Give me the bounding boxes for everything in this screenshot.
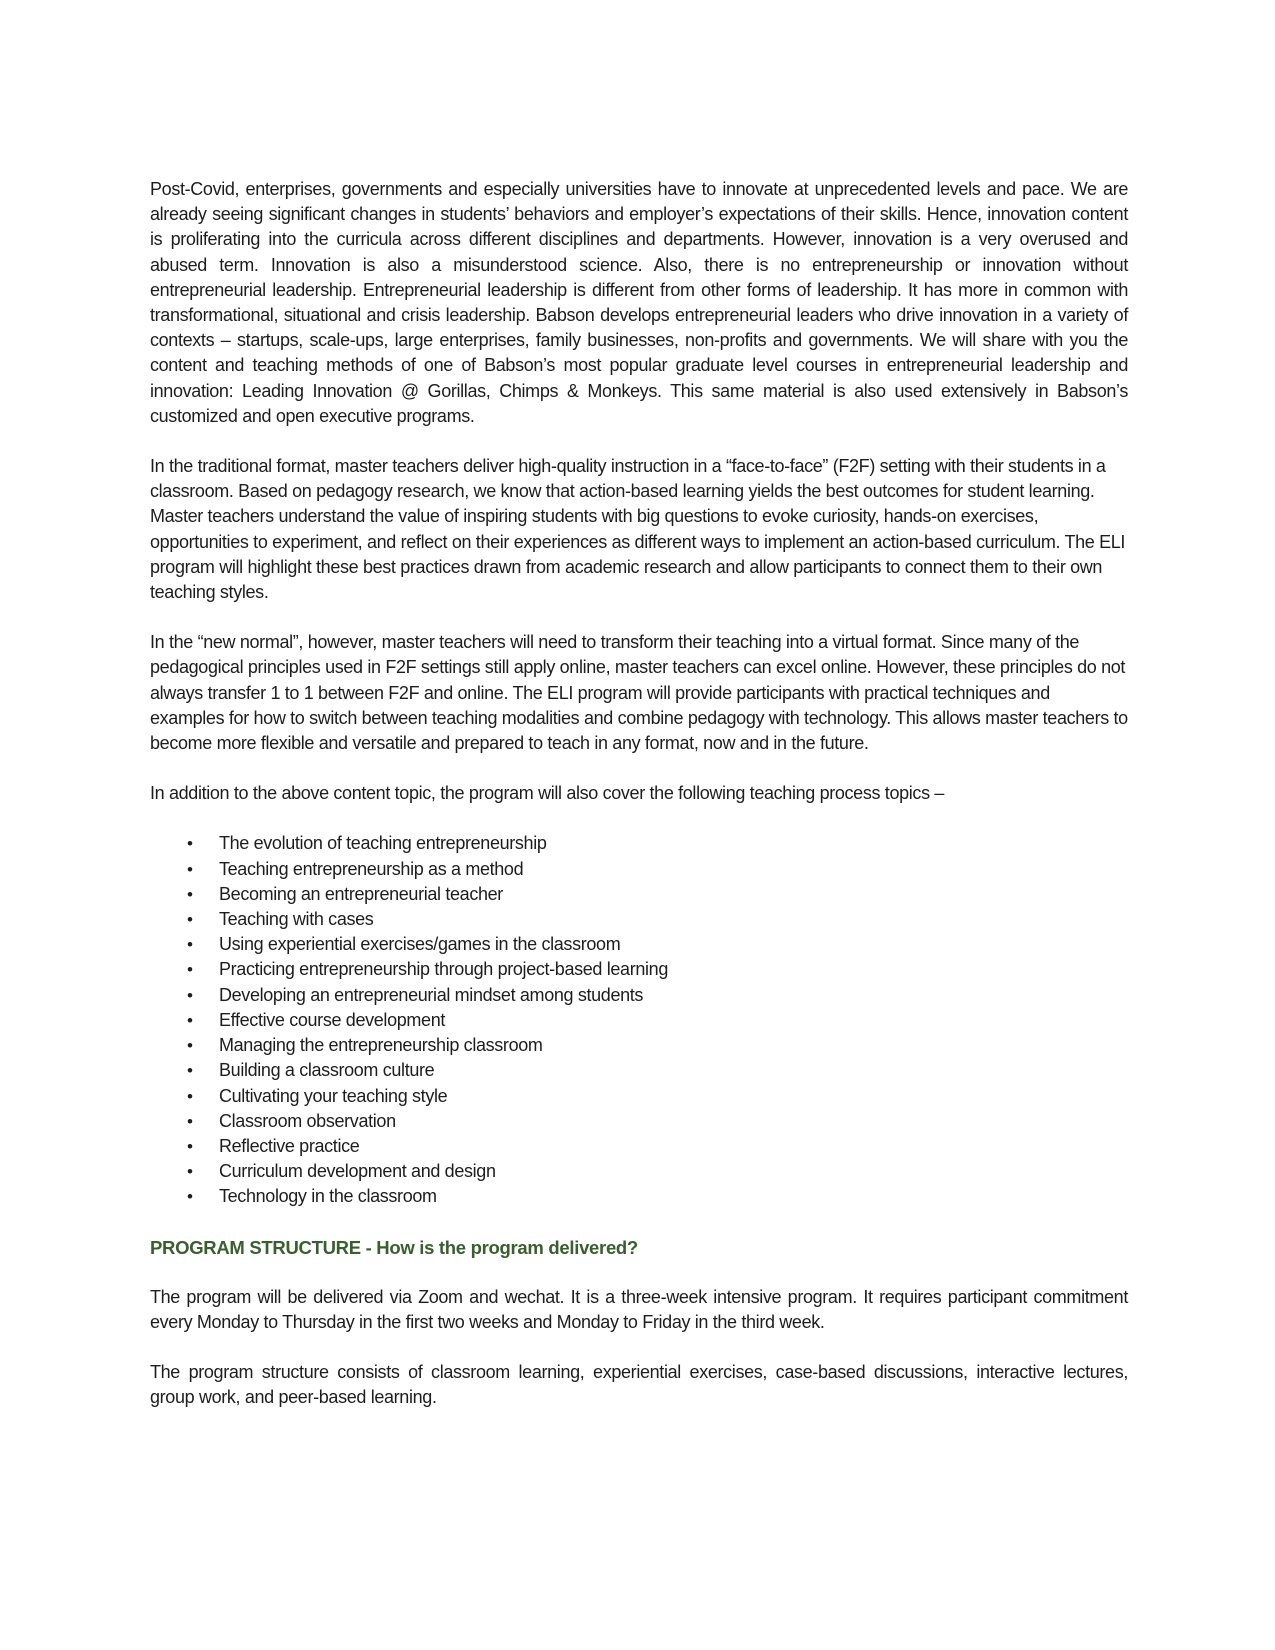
paragraph-new-normal: In the “new normal”, however, master teachers will need to transform their teaching into a virtual format. Since many of the pedagogical principles used in F2F settings still apply online, master teachers can excel online. However, these principles do not always transfer 1 to 1 between F2F and online. The ELI program will provide participants with practical techniques and examples for how to switch between teaching modalities and combine pedagogy with technology. This allows master teachers to become more flexible and versatile and prepared to teach in any format, now and in the future. <box>150 632 1128 754</box>
paragraph-traditional-format: In the traditional format, master teachers deliver high-quality instruction in a “face-to-face” (F2F) setting with their students in a classroom. Based on pedagogy research, we know that action-based learning yields the best outcomes for student learning. Master teachers understand the value of inspiring students with big questions to evoke curiosity, hands-on exercises, opportunities to experiment, and reflect on their experiences as different ways to implement an action-based curriculum. The ELI program will highlight these best practices drawn from academic research and allow participants to connect them to their own teaching styles. <box>150 456 1126 603</box>
bullet-icon: • <box>187 834 193 854</box>
list-item-label: Using experiential exercises/games in the classroom <box>219 934 621 955</box>
list-item-label: Teaching with cases <box>219 909 374 930</box>
bullet-icon: • <box>187 884 193 904</box>
document-content <box>150 177 1128 1436</box>
list-item <box>150 932 1128 957</box>
list-item-label: The evolution of teaching entrepreneurship <box>219 833 547 854</box>
section-heading-program-structure: PROGRAM STRUCTURE - How is the program delivered? <box>150 1236 638 1258</box>
bullet-icon: • <box>187 935 193 955</box>
list-item <box>150 857 1128 882</box>
list-item <box>150 1084 1128 1109</box>
list-item-label: Building a classroom culture <box>219 1060 435 1081</box>
bullet-icon: • <box>187 1010 193 1030</box>
teaching-topics-list <box>150 831 1128 1209</box>
bullet-icon: • <box>187 1187 193 1207</box>
list-item-label: Developing an entrepreneurial mindset among students <box>219 984 644 1005</box>
paragraph-topics-intro: In addition to the above content topic, the program will also cover the following teaching process topics – <box>150 783 945 804</box>
list-item <box>150 1184 1128 1209</box>
bullet-icon: • <box>187 1136 193 1156</box>
list-item-label: Teaching entrepreneurship as a method <box>219 858 524 879</box>
bullet-icon: • <box>187 910 193 930</box>
list-item <box>150 957 1128 982</box>
list-item <box>150 1159 1128 1184</box>
list-item-label: Technology in the classroom <box>219 1186 437 1207</box>
bullet-icon: • <box>187 985 193 1005</box>
paragraph-program-delivery: The program will be delivered via Zoom and wechat. It is a three-week intensive program. It requires participant commitment every Monday to Thursday in the first two weeks and Monday to Friday in the third week. <box>150 1286 1128 1332</box>
bullet-icon: • <box>187 1162 193 1182</box>
list-item-label: Managing the entrepreneurship classroom <box>219 1035 543 1056</box>
list-item <box>150 983 1128 1008</box>
list-item <box>150 1058 1128 1083</box>
bullet-icon: • <box>187 1111 193 1131</box>
list-item-label: Curriculum development and design <box>219 1161 496 1182</box>
list-item <box>150 1033 1128 1058</box>
list-item <box>150 1008 1128 1033</box>
list-item <box>150 882 1128 907</box>
list-item-label: Reflective practice <box>219 1135 360 1156</box>
bullet-icon: • <box>187 1086 193 1106</box>
list-item-label: Becoming an entrepreneurial teacher <box>219 883 503 904</box>
list-item <box>150 1109 1128 1134</box>
bullet-icon: • <box>187 1036 193 1056</box>
list-item <box>150 907 1128 932</box>
paragraph-post-covid-intro: Post-Covid, enterprises, governments and especially universities have to innovate at unprecedented levels and pace. We are already seeing significant changes in students’ behaviors and employer’s expectations of their skills. Hence, innovation content is proliferating into the curricula across different disciplines and departments. However, innovation is a very overused and abused term. Innovation is also a misunderstood science. Also, there is no entrepreneurship or innovation without entrepreneurial leadership. Entrepreneurial leadership is different from other forms of leadership. It has more in common with transformational, situational and crisis leadership. Babson develops entrepreneurial leaders who drive innovation in a variety of contexts – startups, scale-ups, large enterprises, family businesses, non-profits and governments. We will share with you the content and teaching methods of one of Babson’s most popular graduate level courses in entrepreneurial leadership and innovation: Leading Innovation @ Gorillas, Chimps & Monkeys. This same material is also used extensively in Babson’s customized and open executive programs. <box>150 179 1128 426</box>
list-item <box>150 831 1128 856</box>
list-item <box>150 1134 1128 1159</box>
list-item-label: Practicing entrepreneurship through project-based learning <box>219 959 668 980</box>
paragraph-program-structure: The program structure consists of classroom learning, experiential exercises, case-based discussions, interactive lectures, group work, and peer-based learning. <box>150 1362 1128 1408</box>
bullet-icon: • <box>187 859 193 879</box>
list-item-label: Classroom observation <box>219 1110 396 1131</box>
list-item-label: Effective course development <box>219 1009 446 1030</box>
bullet-icon: • <box>187 960 193 980</box>
list-item-label: Cultivating your teaching style <box>219 1085 448 1106</box>
bullet-icon: • <box>187 1061 193 1081</box>
